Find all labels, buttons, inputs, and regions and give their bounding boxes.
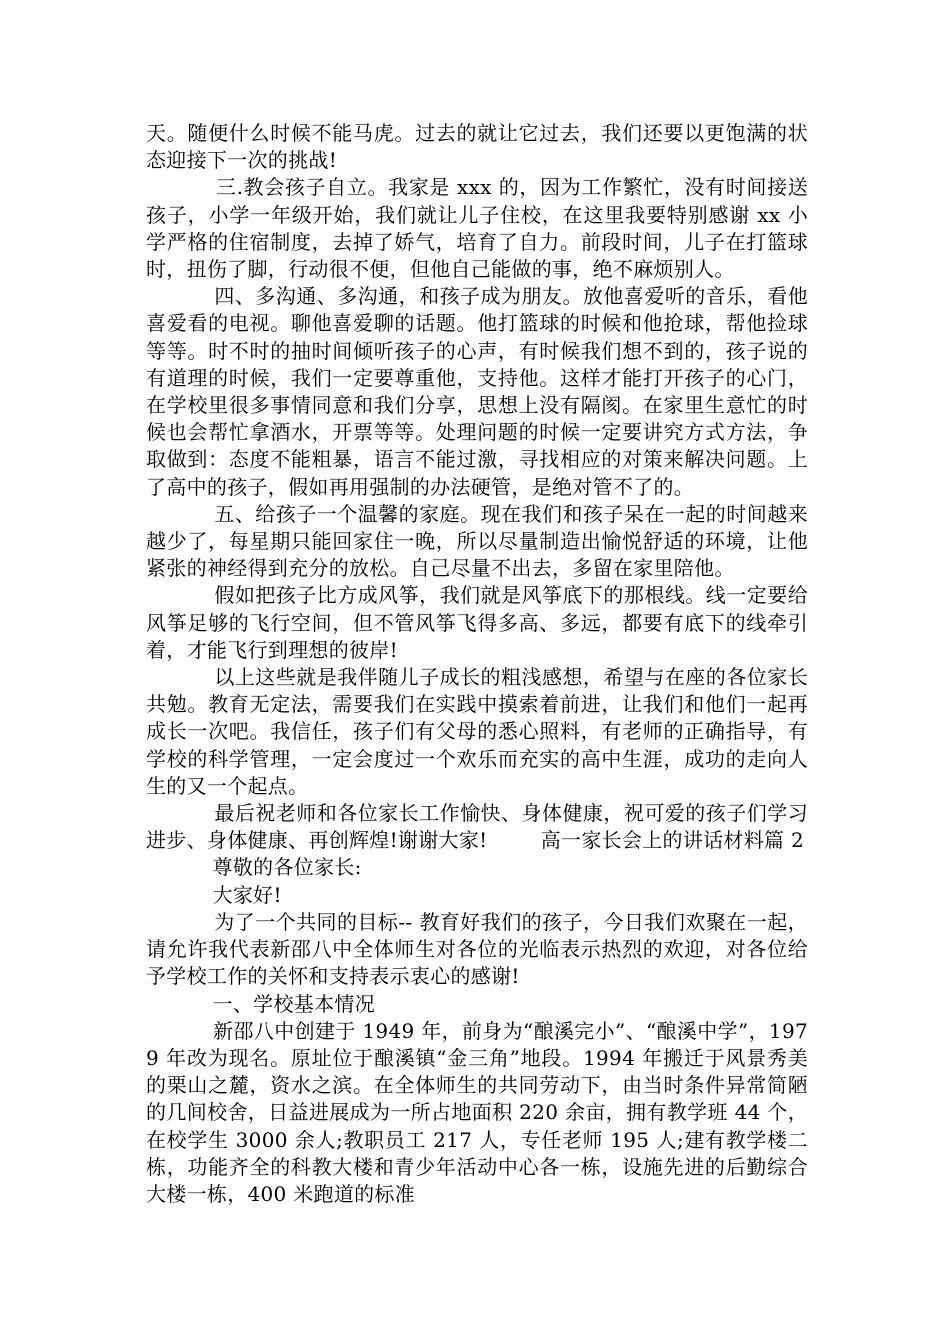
- paragraph-teach-independence: 三.教会孩子自立。我家是 xxx 的，因为工作繁忙，没有时间接送孩子，小学一年级开始，我们就让儿子住校，在这里我要特别感谢 xx 小学严格的住宿制度，去掉了娇气，培育了自力。前段时间，儿子在打篮球时，扭伤了脚，行动很不便，但他自己能做的事，绝不麻烦别人。: [146, 175, 809, 282]
- paragraph-greeting: 大家好!: [146, 882, 282, 907]
- paragraph-communicate: 四、多沟通、多沟通，和孩子成为朋友。放他喜爱听的音乐，看他喜爱看的电视。聊他喜爱聊的话题。他打篮球的时候和他抢球，帮他捡球等等。时不时的抽时间倾听孩子的心声，有时候我们想不到的，孩子说的有道理的时候，我们一定要尊重他，支持他。这样才能打开孩子的心门，在学校里很多事情同意和我们分享，思想上没有隔阂。在家里生意忙的时候也会帮忙拿酒水，开票等等。处理问题的时候一定要讲究方式方法，争取做到：态度不能粗暴，语言不能过激，寻找相应的对策来解决问题。上了高中的孩子，假如再用强制的办法硬管，是绝对管不了的。: [146, 284, 808, 499]
- section-heading-school-info: 一、学校基本情况: [146, 991, 375, 1016]
- paragraph-closing-thoughts: 以上这些就是我伴随儿子成长的粗浅感想，希望与在座的各位家长共勉。教育无定法，需要我们在实践中摸索着前进，让我们和他们一起再成长一次吧。我信任，孩子们有父母的悉心照料，有老师的正确指导，有学校的科学管理，一定会度过一个欢乐而充实的高中生涯，成功的走向人生的又一个起点。: [146, 665, 808, 798]
- paragraph-salutation: 尊敬的各位家长:: [146, 855, 362, 880]
- paragraph-school-history: 新邵八中创建于 1949 年，前身为“酿溪完小”、“酿溪中学”，1979 年改为现名。原址位于酿溪镇“金三角”地段。1994 年搬迁于风景秀美的栗山之麓，资水之滨。在全体师生的共同劳动下，由当时条件异常简陋的几间校舍，日益进展成为一所占地面积 220 余亩，拥有教学班 44 个，在校学生 3000 余人;教职员工 217 人，专任老师 195 人;建有教学楼二栋，功能齐全的科教大楼和青少年活动中心各一栋，设施先进的后勤综合大楼一栋，400 米跑道的标准: [146, 1018, 809, 1206]
- paragraph-welcome: 为了一个共同的目标-- 教育好我们的孩子，今日我们欢聚在一起，请允许我代表新邵八中全体师生对各位的光临表示热烈的欢迎，对各位给予学校工作的关怀和支持表示衷心的感谢!: [146, 909, 808, 989]
- paragraph-warm-home: 五、给孩子一个温馨的家庭。现在我们和孩子呆在一起的时间越来越少了，每星期只能回家住一晚，所以尽量制造出愉悦舒适的环境，让他紧张的神经得到充分的放松。自己尽量不出去，多留在家里陪他。: [146, 501, 808, 581]
- paragraph-final-wishes: 最后祝老师和各位家长工作愉快、身体健康，祝可爱的孩子们学习进步、身体健康、再创辉煌!谢谢大家! 高一家长会上的讲话材料篇 2: [146, 801, 808, 853]
- document-body: [146, 120, 808, 1208]
- paragraph-kite-metaphor: 假如把孩子比方成风筝，我们就是风筝底下的那根线。线一定要给风筝足够的飞行空间，但不管风筝飞得多高、多远，都要有底下的线牵引着，才能飞行到理想的彼岸!: [146, 583, 808, 662]
- paragraph-continuation: 天。随便什么时候不能马虎。过去的就让它过去，我们还要以更饱满的状态迎接下一次的挑战!: [146, 121, 808, 173]
